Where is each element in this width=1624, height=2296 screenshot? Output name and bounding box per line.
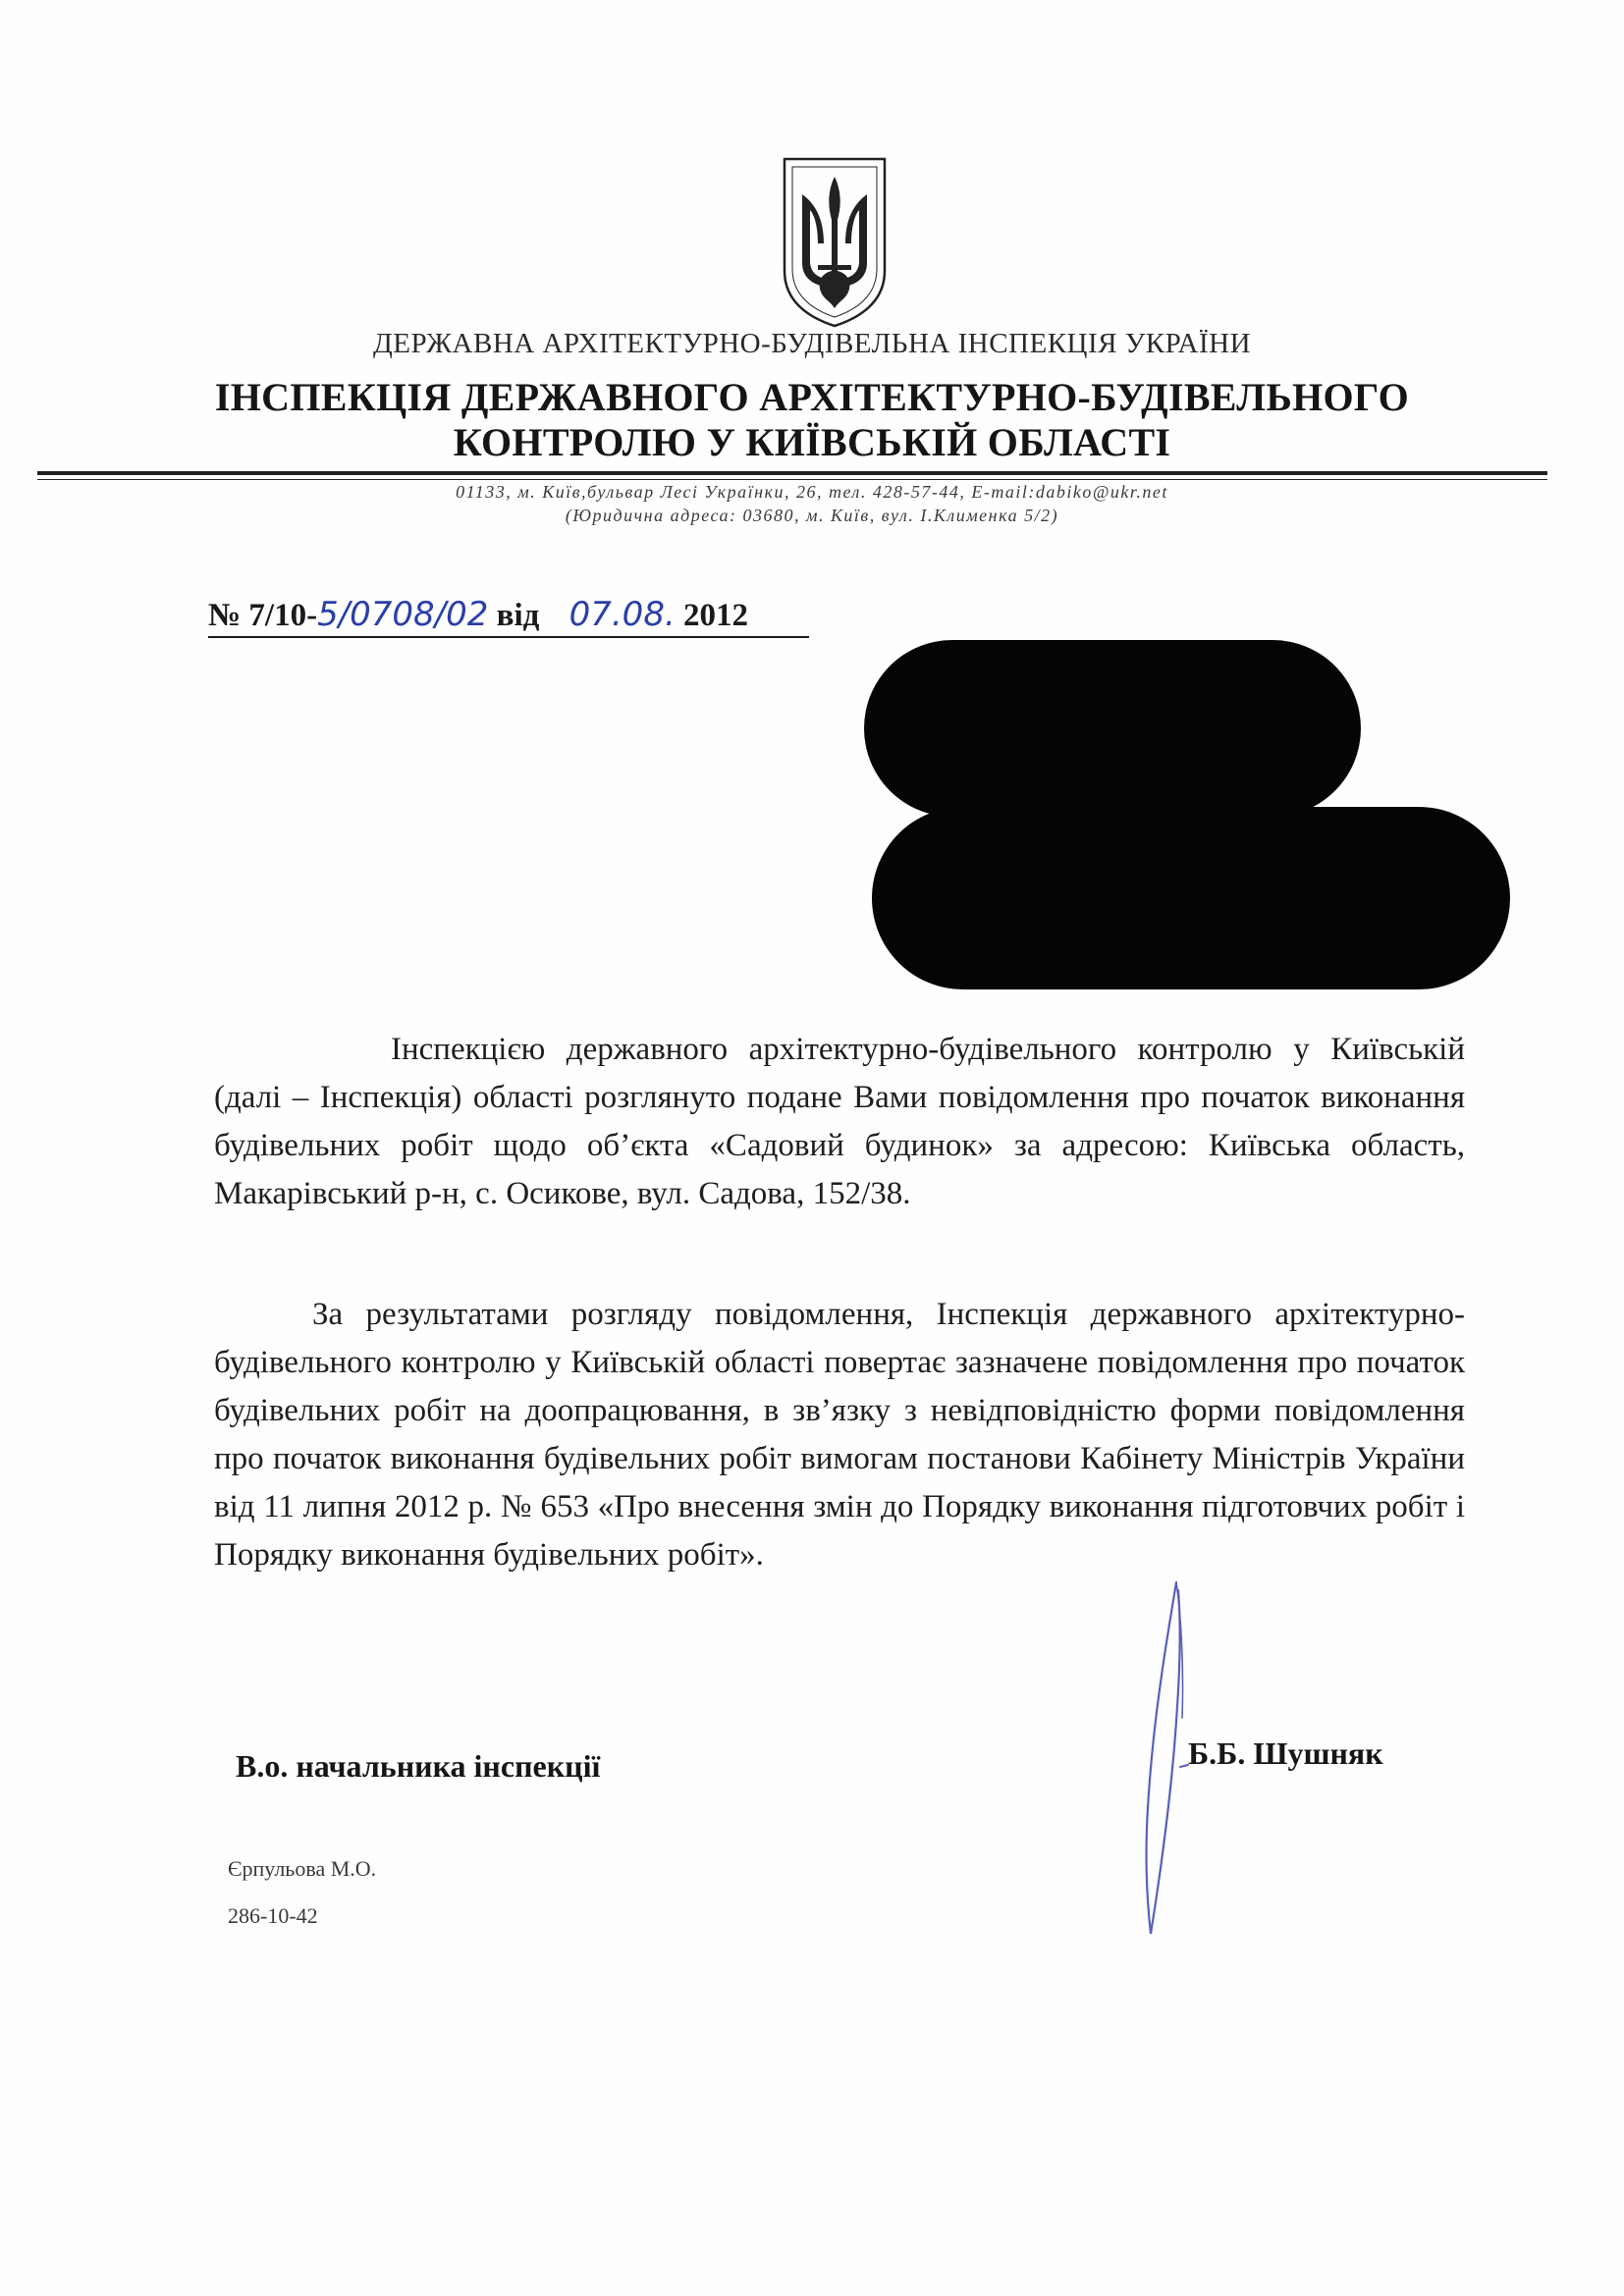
reference-number-prefix: № 7/10- [208,598,318,633]
header-divider-thick [37,471,1547,475]
body-paragraph: За результатами розгляду повідомлення, Інспекція державного архітектурно-будівельного контролю у Київській області повертає зазначене повідомлення про початок будівельних робіт на доопрацювання, в зв’язку з невідповідністю форми повідомлення про початок виконання будівельних робіт вимогам постанови Кабінету Міністрів України від 11 липня 2012 р. № 653 «Про внесення змін до Порядку виконання підготовчих робіт і Порядку виконання будівельних робіт». [214,1297,1465,1573]
inspection-name-line2: КОНТРОЛЮ У КИЇВСЬКІЙ ОБЛАСТІ [453,420,1171,464]
ministry-name: ДЕРЖАВНА АРХІТЕКТУРНО-БУДІВЕЛЬНА ІНСПЕКЦІЯ УКРАЇНИ [372,328,1252,359]
redaction-block [872,807,1510,989]
reference-from-label: від [496,598,540,633]
header-divider-thin [37,479,1547,480]
reference-year: 2012 [683,598,749,633]
reference-number-handwritten: 5/0708/02 [317,595,489,634]
trident-coat-of-arms-icon [781,155,889,328]
signatory-name: Б.Б. Шушняк [1188,1735,1383,1771]
executor-name: Єрпульова М.О. [228,1856,377,1881]
executor-phone: 286-10-42 [228,1903,318,1928]
redaction-block [864,640,1361,817]
reference-date-handwritten: 07.08. [568,595,676,634]
body-paragraph: Інспекцією державного архітектурно-будівельного контролю у Київській (далі – Інспекція) області розглянуто подане Вами повідомлення про початок виконання будівельних робіт щодо об’єкта «Садовий будинок» за адресою: Київська область, Макарівський р-н, с. Осикове, вул. Садова, 152/38. [214,1032,1465,1211]
reference-number-line [208,595,809,638]
signatory-title: В.о. начальника інспекції [236,1748,601,1784]
legal-address: (Юридична адреса: 03680, м. Київ, вул. І.Клименка 5/2) [565,506,1059,525]
inspection-name-line1: ІНСПЕКЦІЯ ДЕРЖАВНОГО АРХІТЕКТУРНО-БУДІВЕЛЬНОГО [214,375,1410,419]
office-address: 01133, м. Київ,бульвар Лесі Українки, 26, тел. 428-57-44, E-mail:dabiko@ukr.net [456,482,1168,502]
